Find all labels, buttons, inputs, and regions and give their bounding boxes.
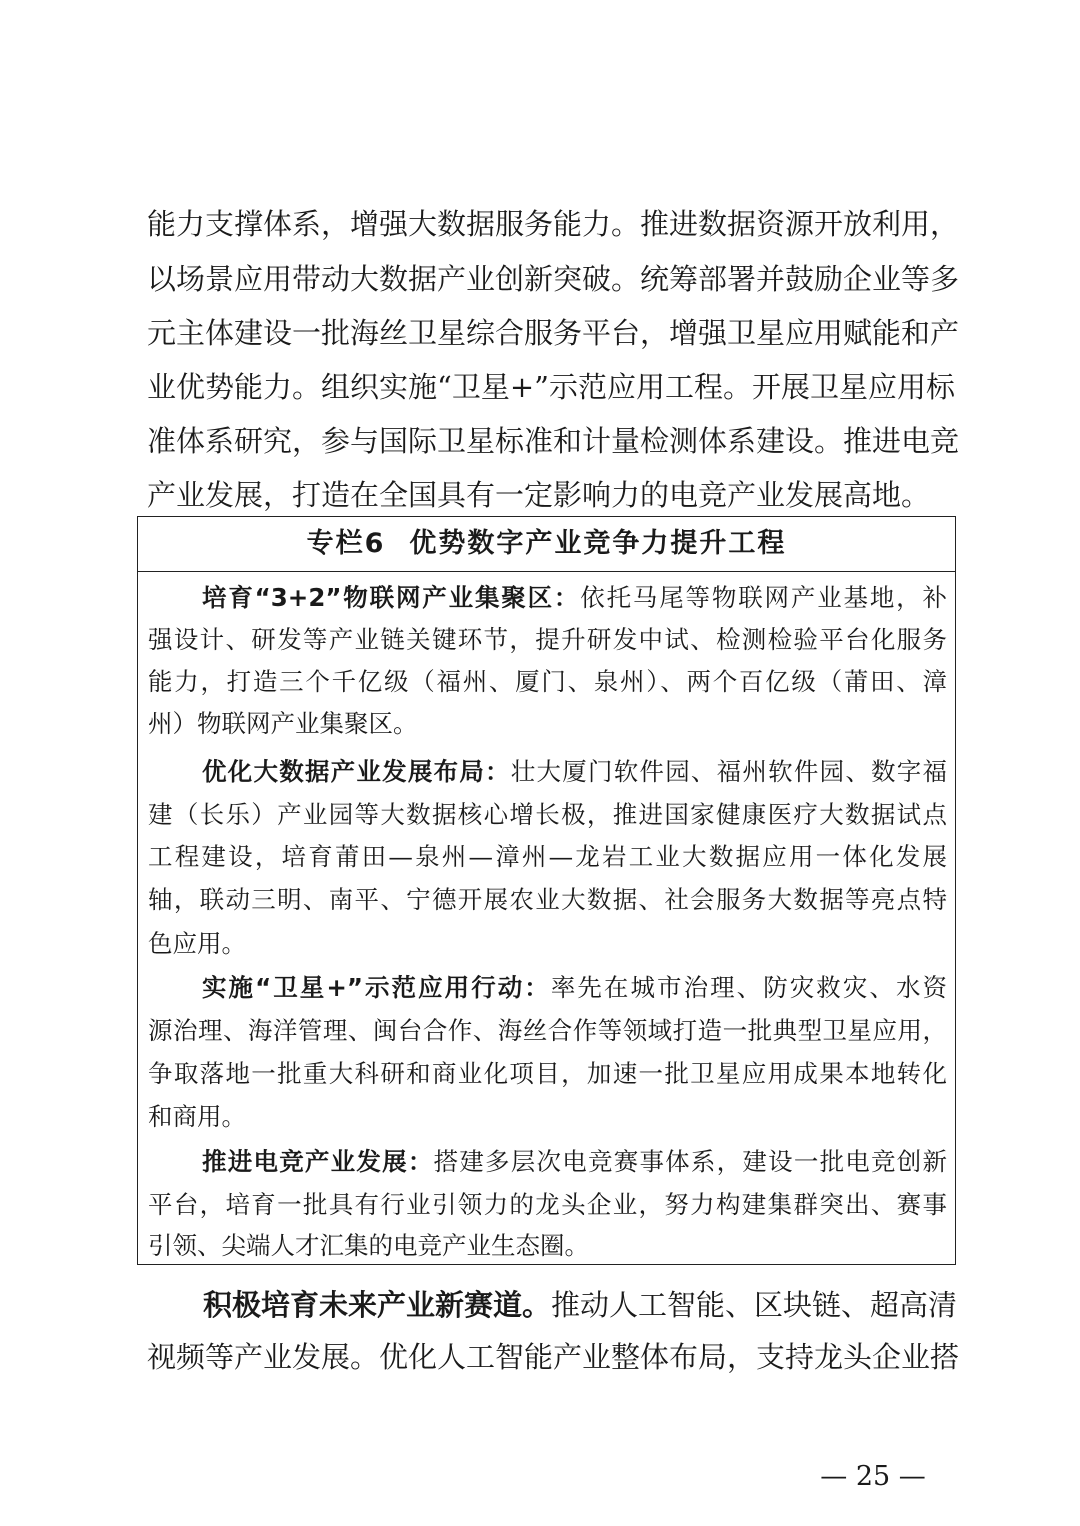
box-line: 强设计、研发等产业链关键环节，提升研发中试、检测检验平台化服务: [148, 625, 947, 654]
box-paragraph-first-line: [202, 755, 947, 789]
intro-line: 元主体建设一批海丝卫星综合服务平台，增强卫星应用赋能和产: [147, 316, 960, 350]
paragraph-lead: 培育“3+2”物联网产业集聚区：: [202, 583, 581, 612]
box-line: 能力，打造三个千亿级（福州、厦门、泉州）、两个百亿级（莆田、漳: [148, 667, 947, 696]
paragraph-lead: 实施“卫星+”示范应用行动：: [202, 973, 551, 1002]
box-line: 轴，联动三明、南平、宁德开展农业大数据、社会服务大数据等亮点特: [148, 885, 947, 914]
box-title: [138, 517, 955, 572]
paragraph-lead: 优化大数据产业发展布局：: [202, 757, 511, 786]
box-line: 源治理、海洋管理、闽台合作、海丝合作等领域打造一批典型卫星应用，: [148, 1016, 947, 1045]
box-paragraph-first-line: [202, 581, 947, 615]
box-line: 州）物联网产业集聚区。: [148, 709, 418, 738]
paragraph-text: 壮大厦门软件园、福州软件园、数字福: [510, 757, 948, 786]
box-title-label: 专栏6: [306, 528, 386, 559]
box-line: 引领、尖端人才汇集的电竞产业生态圈。: [148, 1231, 589, 1260]
box-line: 和商用。: [148, 1102, 246, 1131]
box-line: 平台，培育一批具有行业引领力的龙头企业，努力构建集群突出、赛事: [148, 1190, 947, 1219]
paragraph-lead: 推进电竞产业发展：: [202, 1147, 434, 1176]
closing-lead: 积极培育未来产业新赛道。: [203, 1288, 552, 1322]
closing-first-line: [203, 1285, 958, 1325]
closing-text: 推动人工智能、区块链、超高清: [551, 1288, 958, 1322]
box-paragraph-first-line: [202, 971, 947, 1005]
box-paragraph-first-line: [202, 1145, 947, 1179]
intro-line: 产业发展，打造在全国具有一定影响力的电竞产业发展高地。: [147, 478, 931, 512]
box-line: 建（长乐）产业园等大数据核心增长极，推进国家健康医疗大数据试点: [148, 800, 947, 829]
intro-line: 业优势能力。组织实施“卫星+”示范应用工程。开展卫星应用标: [147, 370, 955, 404]
paragraph-text: 依托马尾等物联网产业基地，补: [580, 583, 947, 612]
intro-line: 准体系研究，参与国际卫星标准和计量检测体系建设。推进电竞: [147, 424, 960, 458]
box-line: 工程建设，培育莆田—泉州—漳州—龙岩工业大数据应用一体化发展: [148, 842, 947, 871]
closing-line: 视频等产业发展。优化人工智能产业整体布局，支持龙头企业搭: [147, 1340, 960, 1374]
box-line: 色应用。: [148, 929, 246, 958]
page-number: — 25 —: [820, 1461, 926, 1492]
special-column-box: [137, 516, 956, 1265]
intro-line: 以场景应用带动大数据产业创新突破。统筹部署并鼓励企业等多: [147, 262, 960, 296]
intro-line: 能力支撑体系，增强大数据服务能力。推进数据资源开放利用，: [147, 207, 960, 241]
box-line: 争取落地一批重大科研和商业化项目，加速一批卫星应用成果本地转化: [148, 1059, 947, 1088]
paragraph-text: 率先在城市治理、防灾救灾、水资: [550, 973, 947, 1002]
paragraph-text: 搭建多层次电竞赛事体系，建设一批电竞创新: [433, 1147, 948, 1176]
box-title-text: 优势数字产业竞争力提升工程: [409, 528, 787, 559]
